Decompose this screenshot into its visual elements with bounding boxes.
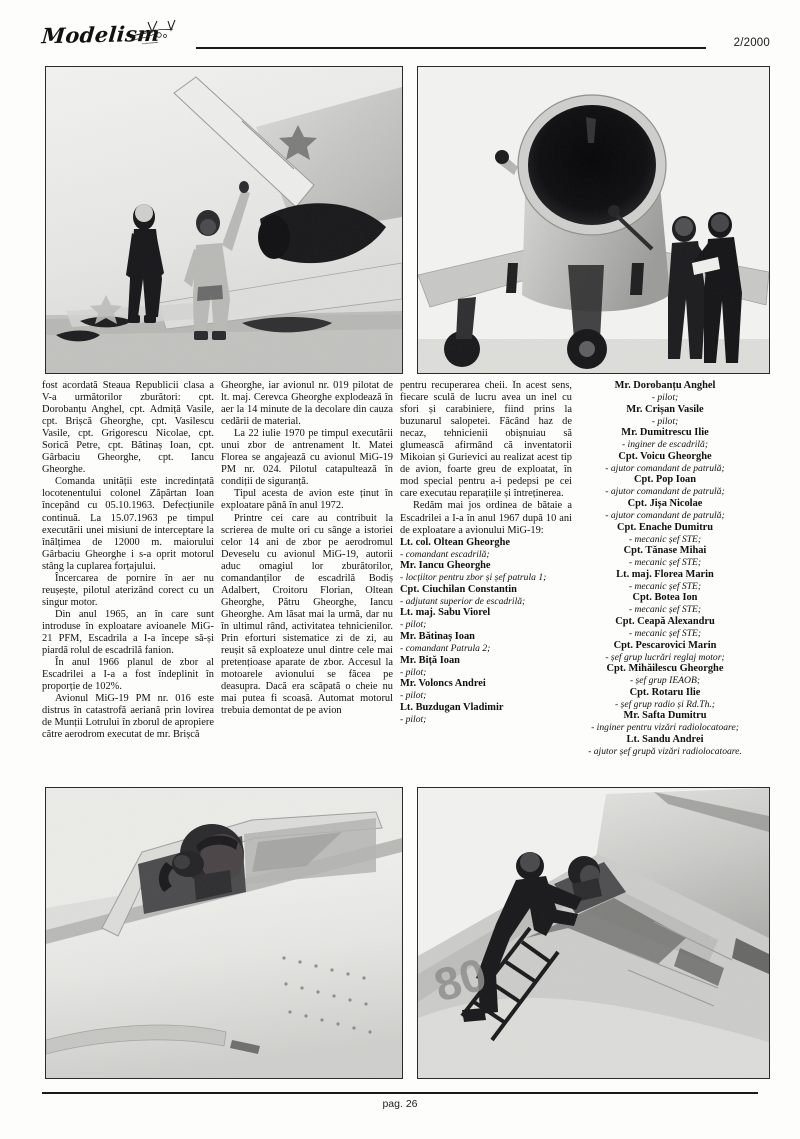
roster-role: - mecanic șef STE; — [628, 580, 702, 592]
roster-role: - comandant escadrilă; — [400, 548, 490, 560]
roster-role: - ajutor comandant de patrulă; — [605, 509, 725, 521]
roster-name: Mr. Bătinaș Ioan — [400, 630, 475, 642]
roster-role: - ajutor șef grupă vizări radiolocatoare. — [588, 745, 742, 757]
paragraph: În anul 1966 planul de zbor al Escadrilei a I-a a fost îndeplinit în proporție de 102%. — [42, 657, 214, 693]
roster-name: Cpt. Voicu Gheorghe — [618, 450, 712, 462]
roster-role: - inginer pentru vizări radiolocatoare; — [591, 722, 739, 734]
paragraph: Redăm mai jos ordinea de bătaie a Escadrilei a I-a în anul 1967 după 10 ani de exploatare a avionului MiG-19: — [400, 500, 572, 536]
article-text-columns — [42, 380, 758, 776]
photo-two-airmen-under-mig19-wing — [45, 66, 403, 374]
roster-name: Mr. Safta Dumitru — [623, 710, 707, 722]
roster-name: Lt. maj. Florea Marin — [616, 568, 714, 580]
roster-name: Cpt. Jișa Nicolae — [627, 497, 703, 509]
roster-role: - adjutant superior de escadrilă; — [400, 595, 526, 607]
article-column-1 — [42, 380, 221, 776]
roster-name: Lt. Buzdugan Vladimir — [400, 701, 504, 713]
roster-role: - mecanic șef STE; — [628, 604, 702, 616]
roster-role: - locțiitor pentru zbor și șef patrula 1; — [400, 572, 547, 584]
masthead-rule — [196, 47, 706, 49]
roster-name: Cpt. Ceapă Alexandru — [615, 615, 715, 627]
magazine-logo: Modelism — [40, 20, 161, 49]
roster-name: Mr. Dorobanțu Anghel — [614, 380, 716, 391]
roster-role: - șef grup radio și Rd.Th.; — [615, 698, 715, 710]
paragraph: Avionul MiG-19 PM nr. 016 este distrus în catastrofă aeriană prin lovirea de Munții Lotrului în zborul de apropiere către aerodrom executat de mr. Brișcă — [42, 693, 214, 741]
article-column-2 — [221, 380, 400, 776]
photo-pilot-in-cockpit — [45, 787, 403, 1079]
roster-name: Mr. Biță Ioan — [400, 654, 460, 666]
roster-role: - comandant Patrula 2; — [400, 642, 491, 654]
paragraph: Tipul acesta de avion este ținut în exploatare până în anul 1972. — [221, 488, 393, 512]
roster-name: Cpt. Botea Ion — [632, 592, 698, 604]
roster-role: - pilot; — [400, 666, 427, 678]
roster-role: - pilot; — [400, 619, 427, 631]
roster-name: Cpt. Rotaru Ilie — [629, 686, 701, 698]
paragraph: pentru recuperarea cheii. În acest sens, fiecare sculă de lucru avea un inel cu sfori și carabiniere, fiind prins la buzunarul salopetei. Făcând haz de necaz, tehnicienii obișnuiau să glumească afirmând că inventatorii Mikoian și Gurievici au realizat acest tip de avion, foarte greu de exploatat, în mod special pentru a-i pedepsi pe cei care executau reparațiile și întreținerea. — [400, 380, 572, 500]
roster-name: Cpt. Tănase Mihai — [623, 545, 707, 557]
roster-role: - ajutor comandant de patrulă; — [605, 486, 725, 498]
paragraph: Din anul 1965, an în care sunt introduse în exploatare avioanele MiG-21 PFM, Escadrila a I-a începe să-și piardă rolul de escadrilă fanion. — [42, 608, 214, 657]
paragraph: Printre cei care au contribuit la scrierea de multe ori cu sânge a istoriei celor 14 ani de zbor pe aerodromul Deveselu cu avionul MiG-19, autorii aduc omagiul lor zburătorilor, comandanților de escadrilă Bodiș Adalbert, Croitoru Florian, Oltean Gheorghe, Pătru Gheorghe, Iancu Gheorghe. Am lăsat mai la urmă, dar nu în ultimul rând, activitatea tehnicienilor. Prin eforturi sistematice zi de zi, au reușit să exploateze unul dintre cele mai pretențioase aparate de zbor. Accesul la motoarele avionului se făcea pe deasupra. Dacă era scăpată o cheie nu mai putea fi scoasă. Automat motorul trebuia demontat de pe avion — [221, 512, 393, 717]
roster-role: - mecanic șef STE; — [628, 557, 702, 569]
article-column-4 — [579, 380, 758, 776]
roster-role: - șef grup lucrări reglaj motor; — [605, 651, 725, 663]
roster-role: - mecanic șef STE; — [628, 533, 702, 545]
roster-role: - pilot; — [400, 690, 427, 702]
roster-role: - inginer de escadrilă; — [621, 439, 709, 451]
roster-role: - șef grup IEAOB; — [629, 675, 701, 687]
roster-name: Mr. Iancu Gheorghe — [400, 560, 491, 572]
roster-role: - pilot; — [651, 392, 679, 403]
footer-rule — [42, 1092, 758, 1094]
roster-name: Lt. maj. Sabu Viorel — [400, 607, 491, 619]
roster-name: Mr. Dumitrescu Ilie — [621, 427, 709, 439]
roster-role: - ajutor comandant de patrulă; — [605, 462, 725, 474]
roster-name: Cpt. Mihăilescu Gheorghe — [606, 663, 724, 675]
roster-name: Lt. Sandu Andrei — [626, 733, 704, 745]
page-number: pag. 26 — [382, 1098, 418, 1110]
paragraph: Comanda unității este incredințată locotenentului colonel Zăpârtan Ioan începând cu 05.10.1963. Defecțiunile continuă. La 15.07.1963 pe timpul executării unei misiuni de interceptare la înălțimea de 12000 m. maiorului Gârbaciu Gheorghe i s-a oprit motorul stâng la cuplarea forțajului. — [42, 476, 214, 572]
roster-name: Lt. col. Oltean Gheorghe — [400, 536, 510, 548]
photo-mig19-nose-intake-front — [417, 66, 770, 374]
issue-number: 2/2000 — [733, 37, 770, 49]
page-masthead — [0, 0, 800, 62]
roster-name: Cpt. Ciuchilan Constantin — [400, 583, 517, 595]
roster-name: Cpt. Enache Dumitru — [616, 521, 714, 533]
roster-name: Mr. Voloncs Andrei — [400, 678, 486, 690]
article-column-3 — [400, 380, 579, 776]
roster-role: - pilot; — [400, 713, 427, 725]
paragraph: fost acordată Steaua Republicii clasa a V-a următorilor zburători: cpt. Dorobanțu Anghel, cpt. Admiță Vasile, cpt. Brișcă Gheorghe, cpt. Vasilescu Vasile, cpt. Grigorescu Nicolae, cpt. Sorică Petre, cpt. Bătinaș Ioan, cpt. Gârbaciu Gheorghe, cpt. Iancu Gheorghe. — [42, 380, 214, 476]
roster-role: - pilot; — [651, 415, 679, 427]
paragraph: Gheorghe, iar avionul nr. 019 pilotat de lt. maj. Cerevca Gheorghe explodează în aer la 14 minute de la decolare din cauza cedării de material. — [221, 380, 393, 428]
roster-name: Cpt. Pop Ioan — [633, 474, 697, 486]
roster-name: Cpt. Pescarovici Marin — [613, 639, 717, 651]
roster-name: Mr. Crișan Vasile — [626, 403, 704, 415]
photo-technician-on-ladder-at-cockpit — [417, 787, 770, 1079]
roster-role: - mecanic șef STE; — [628, 627, 702, 639]
paragraph: La 22 iulie 1970 pe timpul executării unui zbor de antrenament lt. Matei Florea se angajează cu avionul MiG-19 PM nr. 024. Pilotul catapultează în condiții de siguranță. — [221, 428, 393, 488]
roster-list-column-3 — [400, 537, 572, 726]
paragraph: Încercarea de pornire în aer nu reușește, pilotul aterizând corect cu un singur motor. — [42, 572, 214, 608]
